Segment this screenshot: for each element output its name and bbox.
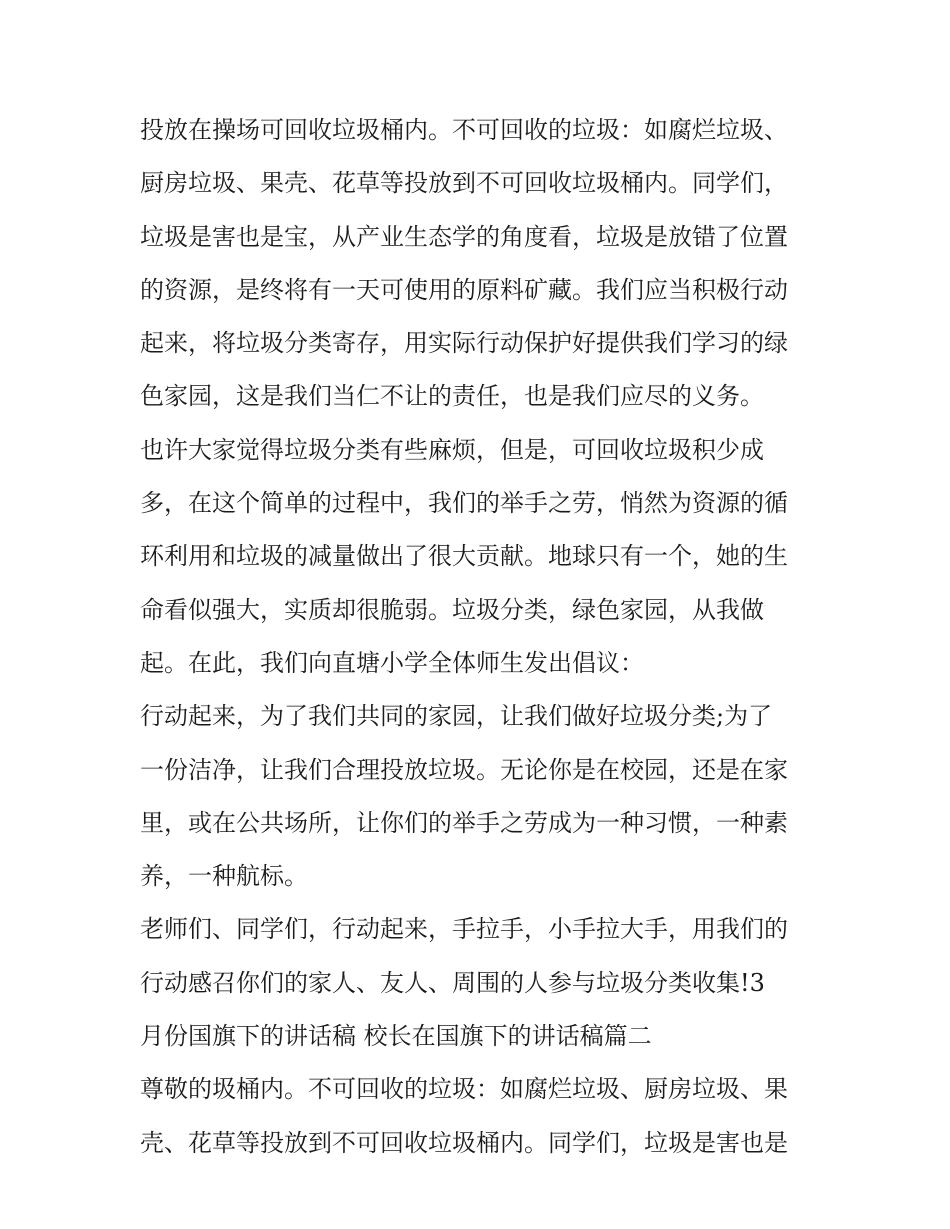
- text-line: 也许大家觉得垃圾分类有些麻烦，但是，可回收垃圾积少成: [140, 435, 764, 464]
- text-line: 投放在操场可回收垃圾桶内。不可回收的垃圾：如腐烂垃圾、: [140, 116, 788, 144]
- text-line: 的资源，是终将有一天可使用的原料矿藏。我们应当积极行动: [140, 275, 788, 304]
- text-line: 多，在这个简单的过程中，我们的举手之劳，悄然为资源的循: [140, 489, 788, 518]
- text-line: 行动起来，为了我们共同的家园，让我们做好垃圾分类;为了: [140, 702, 773, 731]
- text-line: 月份国旗下的讲话稿 校长在国旗下的讲话稿篇二: [140, 1022, 652, 1051]
- text-line: 老师们、同学们，行动起来，手拉手，小手拉大手，用我们的: [140, 915, 788, 944]
- text-line: 行动感召你们的家人、友人、周围的人参与垃圾分类收集!3: [140, 968, 765, 997]
- text-line: 一份洁净，让我们合理投放垃圾。无论你是在校园，还是在家: [140, 755, 788, 784]
- text-line: 环利用和垃圾的减量做出了很大贡献。地球只有一个，她的生: [140, 542, 788, 571]
- text-line: 养，一种航标。: [140, 862, 308, 891]
- text-line: 垃圾是害也是宝，从产业生态学的角度看，垃圾是放错了位置: [140, 222, 788, 251]
- text-line: 起。在此，我们向直塘小学全体师生发出倡议：: [140, 648, 644, 677]
- text-line: 色家园，这是我们当仁不让的责任，也是我们应尽的义务。: [140, 382, 764, 411]
- text-line: 命看似强大，实质却很脆弱。垃圾分类，绿色家园，从我做: [140, 595, 764, 624]
- text-line: 起来，将垃圾分类寄存，用实际行动保护好提供我们学习的绿: [140, 329, 788, 358]
- text-line: 厨房垃圾、果壳、花草等投放到不可回收垃圾桶内。同学们，: [140, 169, 788, 198]
- body-text: [140, 104, 820, 1170]
- text-line: 壳、花草等投放到不可回收垃圾桶内。同学们，垃圾是害也是: [140, 1128, 788, 1157]
- text-line: 尊敬的圾桶内。不可回收的垃圾：如腐烂垃圾、厨房垃圾、果: [140, 1075, 788, 1104]
- text-line: 里，或在公共场所，让你们的举手之劳成为一种习惯，一种素: [140, 808, 788, 837]
